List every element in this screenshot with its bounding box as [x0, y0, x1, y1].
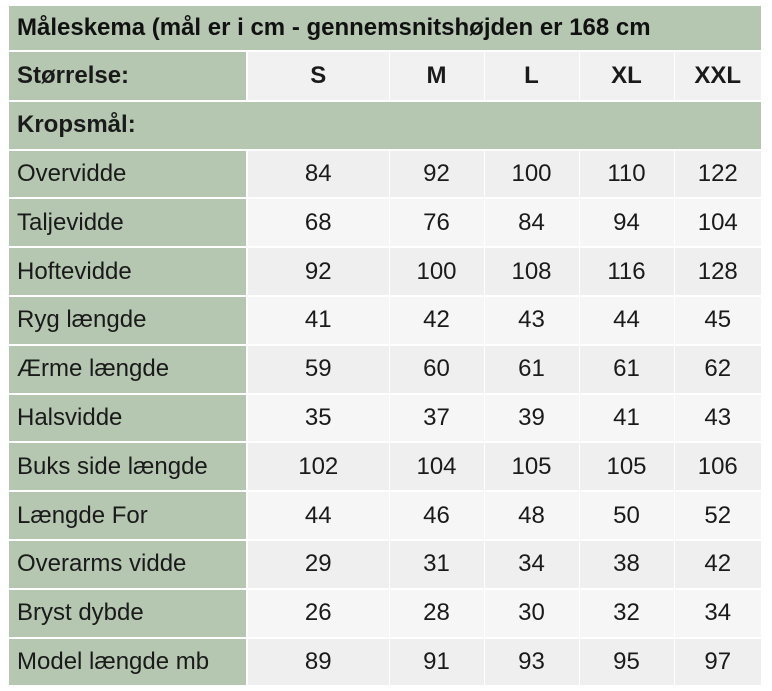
table-cell: 38 — [579, 540, 674, 589]
table-cell: 104 — [389, 442, 484, 491]
table-cell: 100 — [484, 150, 579, 199]
table-row — [9, 394, 761, 443]
size-table — [9, 52, 761, 687]
table-cell: 62 — [674, 345, 761, 394]
size-header-xl: XL — [579, 52, 674, 101]
row-label: Længde For — [9, 491, 247, 540]
table-cell: 61 — [484, 345, 579, 394]
size-header-label: Størrelse: — [9, 52, 247, 101]
table-cell: 34 — [484, 540, 579, 589]
table-cell: 105 — [579, 442, 674, 491]
table-cell: 76 — [389, 198, 484, 247]
table-cell: 30 — [484, 589, 579, 638]
table-cell: 41 — [247, 296, 389, 345]
table-cell: 128 — [674, 247, 761, 296]
table-row — [9, 296, 761, 345]
table-cell: 44 — [579, 296, 674, 345]
table-cell: 100 — [389, 247, 484, 296]
table-cell: 26 — [247, 589, 389, 638]
table-cell: 42 — [674, 540, 761, 589]
row-label: Overarms vidde — [9, 540, 247, 589]
section-label: Kropsmål: — [9, 101, 761, 150]
row-label: Ærme længde — [9, 345, 247, 394]
table-cell: 39 — [484, 394, 579, 443]
table-cell: 43 — [484, 296, 579, 345]
table-cell: 50 — [579, 491, 674, 540]
row-label: Buks side længde — [9, 442, 247, 491]
table-cell: 110 — [579, 150, 674, 199]
table-cell: 31 — [389, 540, 484, 589]
table-cell: 34 — [674, 589, 761, 638]
table-cell: 48 — [484, 491, 579, 540]
table-row — [9, 638, 761, 687]
table-cell: 94 — [579, 198, 674, 247]
row-label: Model længde mb — [9, 638, 247, 687]
table-cell: 52 — [674, 491, 761, 540]
size-chart — [9, 6, 761, 686]
table-row — [9, 589, 761, 638]
table-cell: 61 — [579, 345, 674, 394]
table-cell: 32 — [579, 589, 674, 638]
table-cell: 105 — [484, 442, 579, 491]
row-label: Ryg længde — [9, 296, 247, 345]
size-header-m: M — [389, 52, 484, 101]
table-cell: 122 — [674, 150, 761, 199]
table-cell: 92 — [247, 247, 389, 296]
table-cell: 45 — [674, 296, 761, 345]
table-cell: 89 — [247, 638, 389, 687]
table-cell: 68 — [247, 198, 389, 247]
table-cell: 91 — [389, 638, 484, 687]
table-cell: 84 — [247, 150, 389, 199]
table-cell: 95 — [579, 638, 674, 687]
table-cell: 97 — [674, 638, 761, 687]
table-row — [9, 198, 761, 247]
table-cell: 44 — [247, 491, 389, 540]
table-cell: 116 — [579, 247, 674, 296]
row-label: Halsvidde — [9, 394, 247, 443]
table-cell: 60 — [389, 345, 484, 394]
table-cell: 108 — [484, 247, 579, 296]
table-cell: 29 — [247, 540, 389, 589]
table-cell: 93 — [484, 638, 579, 687]
size-header-s: S — [247, 52, 389, 101]
table-cell: 84 — [484, 198, 579, 247]
table-cell: 92 — [389, 150, 484, 199]
size-header-row — [9, 52, 761, 101]
table-row — [9, 247, 761, 296]
section-row — [9, 101, 761, 150]
table-row — [9, 150, 761, 199]
row-label: Bryst dybde — [9, 589, 247, 638]
table-row — [9, 491, 761, 540]
row-label: Overvidde — [9, 150, 247, 199]
chart-title: Måleskema (mål er i cm - gennemsnitshøjden er 168 cm — [9, 6, 761, 52]
table-cell: 102 — [247, 442, 389, 491]
table-row — [9, 540, 761, 589]
table-row — [9, 345, 761, 394]
table-cell: 46 — [389, 491, 484, 540]
table-cell: 106 — [674, 442, 761, 491]
row-label: Taljevidde — [9, 198, 247, 247]
table-row — [9, 442, 761, 491]
table-cell: 37 — [389, 394, 484, 443]
table-cell: 43 — [674, 394, 761, 443]
measurement-rows — [9, 150, 761, 687]
table-cell: 59 — [247, 345, 389, 394]
table-cell: 104 — [674, 198, 761, 247]
table-cell: 41 — [579, 394, 674, 443]
size-header-l: L — [484, 52, 579, 101]
table-cell: 35 — [247, 394, 389, 443]
table-cell: 42 — [389, 296, 484, 345]
size-header-xxl: XXL — [674, 52, 761, 101]
row-label: Hoftevidde — [9, 247, 247, 296]
table-cell: 28 — [389, 589, 484, 638]
